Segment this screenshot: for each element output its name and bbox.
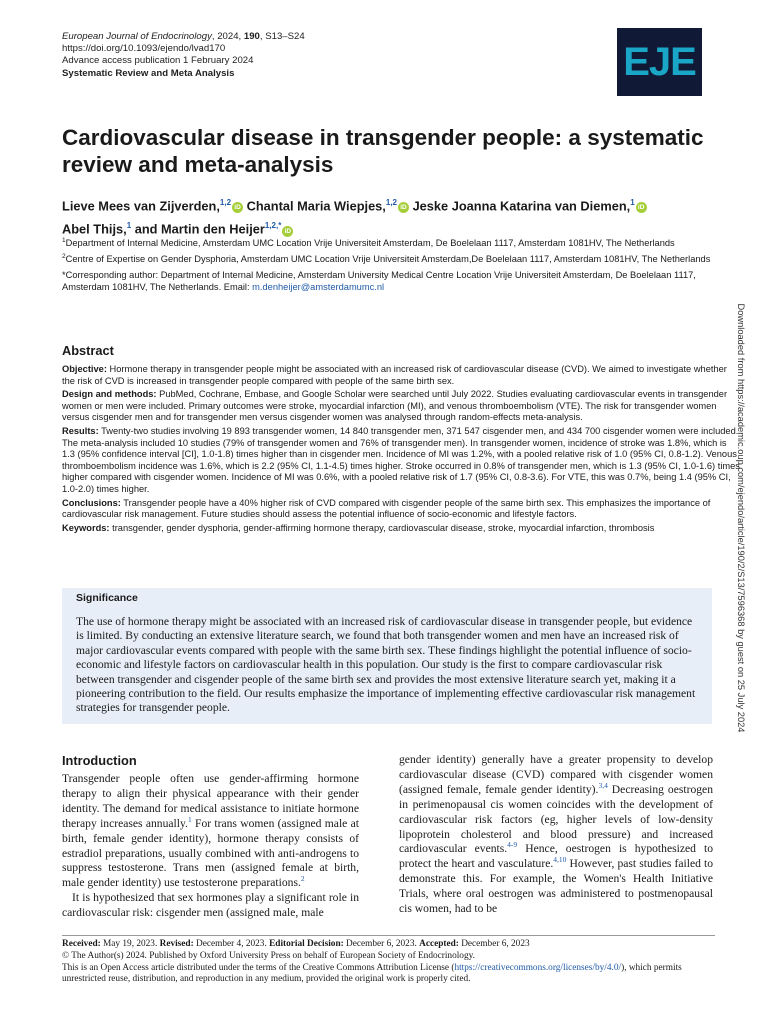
logo-text: EJE <box>623 39 696 84</box>
author-list <box>62 193 732 240</box>
reference-link[interactable]: 3,4 <box>598 780 608 790</box>
affiliation-text: Department of Internal Medicine, Amsterdam UMC Location Vrije Universiteit Amsterdam, De Boelelaan 1117, Amsterdam 1081HV, The Netherlands <box>65 238 675 249</box>
significance-heading: Significance <box>76 592 138 604</box>
reference-link[interactable]: 2 <box>300 874 305 884</box>
decision-label: Editorial Decision: <box>269 939 344 949</box>
paragraph <box>399 753 713 917</box>
paragraph-text: For trans women (assigned male at birth, female gender identity), hormone therapy consists of estradiol preparations, usually combined with anti-androgens to suppress testosterone. Trans men (assigned female at birth, male gender identity) use testosterone preparations. <box>62 816 359 890</box>
reference-link[interactable]: 4-9 <box>507 840 518 850</box>
citation-year: , 2024, <box>211 31 244 42</box>
body-column-left <box>62 772 359 921</box>
author-name: Chantal Maria Wiepjes, <box>246 198 386 214</box>
reference-link[interactable]: 4,10 <box>553 855 567 865</box>
paragraph-text: gender identity) generally have a greater propensity to develop cardiovascular disease (CVD) compared with cisgender women (assigned female, female gender identity). <box>399 753 713 796</box>
author-name: and Martin den Heijer <box>134 221 265 237</box>
author-affil-ref[interactable]: 1,2 <box>385 198 397 207</box>
corresponding-text: *Corresponding author: Department of Internal Medicine, Amsterdam University Medical Centre Location Vrije Universiteit Amsterdam, De Boelelaan 1117, Amsterdam 1081HV, The Netherlands. Email: <box>62 270 696 293</box>
methods-text: PubMed, Cochrane, Embase, and Google Scholar were searched until July 2022. Studies evaluating cardiovascular events in transgender women or men were included. Primary outcomes were stroke, myocardial infarction (MI), and venous thromboembolism (VTE). The risk for transgender women versus cisgender men and for transgender men versus cisgender women was analysed through random-effects meta-analysis. <box>62 389 728 423</box>
decision-date: December 6, 2023. <box>343 939 420 949</box>
affiliation-item <box>62 235 732 250</box>
orcid-icon[interactable]: iD <box>232 202 243 213</box>
affiliation-item <box>62 251 732 266</box>
abstract-results <box>62 426 742 496</box>
author-affil-ref[interactable]: 1 <box>630 198 635 207</box>
author-name: Lieve Mees van Zijverden, <box>62 198 220 214</box>
author-affil-num: 1,2, <box>264 221 279 231</box>
keywords-label: Keywords: <box>62 522 110 533</box>
abstract-section <box>62 343 742 536</box>
license-text: ), which permits unrestricted reuse, distribution, and reproduction in any medium, provided the original work is properly cited. <box>62 962 682 985</box>
affiliations <box>62 235 732 295</box>
conclusions-text: Transgender people have a 40% higher risk of CVD compared with cisgender people of the same birth sex. This emphasizes the importance of cardiovascular risk management. Future studies should assess the potential influence of socio-economic and lifestyle factors. <box>62 497 711 520</box>
results-label: Results: <box>62 425 99 436</box>
download-watermark <box>731 268 751 768</box>
abstract-methods <box>62 389 742 424</box>
author-name: Abel Thijs, <box>62 221 127 237</box>
orcid-icon[interactable]: iD <box>282 226 293 237</box>
paragraph: It is hypothesized that sex hormones play a significant role in cardiovascular risk: cisgender men (assigned male, male <box>62 891 359 920</box>
accepted-date: December 6, 2023 <box>458 939 530 949</box>
journal-header <box>62 31 305 80</box>
email-link[interactable]: m.denheijer@amsterdamumc.nl <box>252 282 385 293</box>
body-column-right <box>399 753 713 917</box>
article-footer <box>62 939 722 986</box>
paragraph-text: Decreasing oestrogen in perimenopausal cis women coincides with the development of cardiovascular risk factors (eg, higher levels of low-density lipoprotein cholesterol and blood pressure) and increased cardiovascular events. <box>399 782 713 856</box>
license-notice <box>62 963 722 987</box>
author-affil-ref[interactable] <box>265 221 281 230</box>
revised-date: December 4, 2023. <box>193 939 270 949</box>
received-label: Received: <box>62 939 101 949</box>
journal-logo <box>617 28 702 96</box>
advance-access: Advance access publication 1 February 2024 <box>62 55 254 67</box>
paragraph <box>62 772 359 891</box>
copyright: © The Author(s) 2024. Published by Oxford University Press on behalf of European Society of Endocrinology. <box>62 950 475 961</box>
doi-link[interactable]: https://doi.org/10.1093/ejendo/lvad170 <box>62 43 226 55</box>
journal-pages: , S13–S24 <box>259 31 305 42</box>
abstract-heading: Abstract <box>62 343 114 358</box>
results-text: Twenty-two studies involving 19 893 transgender women, 14 840 transgender men, 371 547 cisgender men, and 434 700 cisgender women were included. The meta-analysis included 10 studies (79% of transgender women and 76% of transgender men). In transgender women, incidence of stroke was 1.8%, which is 1.3 (95% confidence interval [CI], 1.0-1.8) times higher than in cisgender men. Incidence of MI was 1.2%, with a pooled relative risk of 1.0 (95% CI, 0.8-1.2). Venous thromboembolism incidence was 1.6%, which is 2.2 (95% CI, 1.1-4.5) times higher. Stroke occurred in 0.8% of transgender men, which is 1.3 (95% CI, 1.0-1.6) times higher compared with cisgender women. Incidence of MI was 0.6%, with a pooled relative risk of 1.7 (95% CI, 0.8-3.6). For VTE, this was 0.7%, being 1.4 (95% CI, 1.0-2.0) times higher. <box>62 425 740 494</box>
author-name: Jeske Joanna Katarina van Diemen, <box>412 198 631 214</box>
methods-label: Design and methods: <box>62 389 157 400</box>
orcid-icon[interactable]: iD <box>398 202 409 213</box>
abstract-objective <box>62 364 742 387</box>
affiliation-number: 2 <box>62 252 66 260</box>
paragraph-text: However, past studies failed to demonstrate this. For example, the Women's Health Initiative Trials, where oral oestrogen was administered to postmenopausal cis women, had to be <box>399 857 713 916</box>
download-note: Downloaded from https://academic.oup.com/ejendo/article/190/2/S13/7596368 by guest on 25 July 2024 <box>736 303 746 733</box>
article-type: Systematic Review and Meta Analysis <box>62 67 235 79</box>
author-affil-ref[interactable]: 1,2 <box>219 198 232 207</box>
paragraph-text: Hence, oestrogen is hypothesized to protect the heart and vasculature. <box>399 842 713 871</box>
abstract-keywords <box>62 523 742 535</box>
affiliation-number: 1 <box>62 237 66 244</box>
article-dates <box>62 939 722 951</box>
journal-name: European Journal of Endocrinology <box>62 31 212 42</box>
objective-label: Objective: <box>62 364 107 374</box>
revised-label: Revised: <box>159 939 194 949</box>
footer-divider <box>62 935 715 936</box>
author-affil-ref[interactable]: 1 <box>126 221 132 231</box>
received-date: May 19, 2023. <box>100 939 160 949</box>
license-text: This is an Open Access article distributed under the terms of the Creative Commons Attribution License ( <box>62 962 455 973</box>
journal-volume: 190 <box>243 31 260 42</box>
conclusions-label: Conclusions: <box>62 497 121 508</box>
affiliation-text: Centre of Expertise on Gender Dysphoria, Amsterdam UMC Location Vrije Universiteit Amsterdam,De Boelelaan 1117, Amsterdam 1081HV, The Netherlands <box>65 253 711 264</box>
reference-link[interactable]: 1 <box>187 814 192 824</box>
accepted-label: Accepted: <box>419 939 459 949</box>
significance-box <box>62 588 712 724</box>
paragraph-text: Transgender people often use gender-affirming hormone therapy to align their physical appearance with their gender identity. The demand for medical assistance to initiate hormone therapy increases annually. <box>62 772 359 830</box>
orcid-icon[interactable]: iD <box>636 202 647 213</box>
license-link[interactable]: https://creativecommons.org/licenses/by/4.0/ <box>454 962 622 973</box>
objective-text: Hormone therapy in transgender people might be associated with an increased risk of cardiovascular disease (CVD). We aimed to investigate whether the risk of CVD is increased in transgender people compared with people of the same birth sex. <box>62 364 727 386</box>
significance-text: The use of hormone therapy might be associated with an increased risk of cardiovascular disease in transgender people, but evidence is limited. By conducting an extensive literature search, we found that both transgender women and men have an increased risk of major cardiovascular events compared with people with the same birth sex. These findings highlight the potential influence of socio-economic and lifestyle factors on cardiovascular health in this population. Our study is the first to compare cardiovascular risk between transgender and cisgender people of the same birth sex and provides the most extensive literature search yet, making it a pioneering contribution to the field. Our results emphasize the importance of implementing effective cardiovascular risk management strategies for transgender people. <box>76 615 696 715</box>
article-title: Cardiovascular disease in transgender people: a systematic review and meta-analysis <box>62 125 704 177</box>
introduction-heading: Introduction <box>62 753 137 768</box>
corresponding-star: * <box>278 221 282 231</box>
keywords-text: transgender, gender dysphoria, gender-affirming hormone therapy, cardiovascular disease, stroke, myocardial infarction, thrombosis <box>109 522 655 533</box>
abstract-conclusions <box>62 498 742 521</box>
corresponding-author <box>62 269 732 294</box>
